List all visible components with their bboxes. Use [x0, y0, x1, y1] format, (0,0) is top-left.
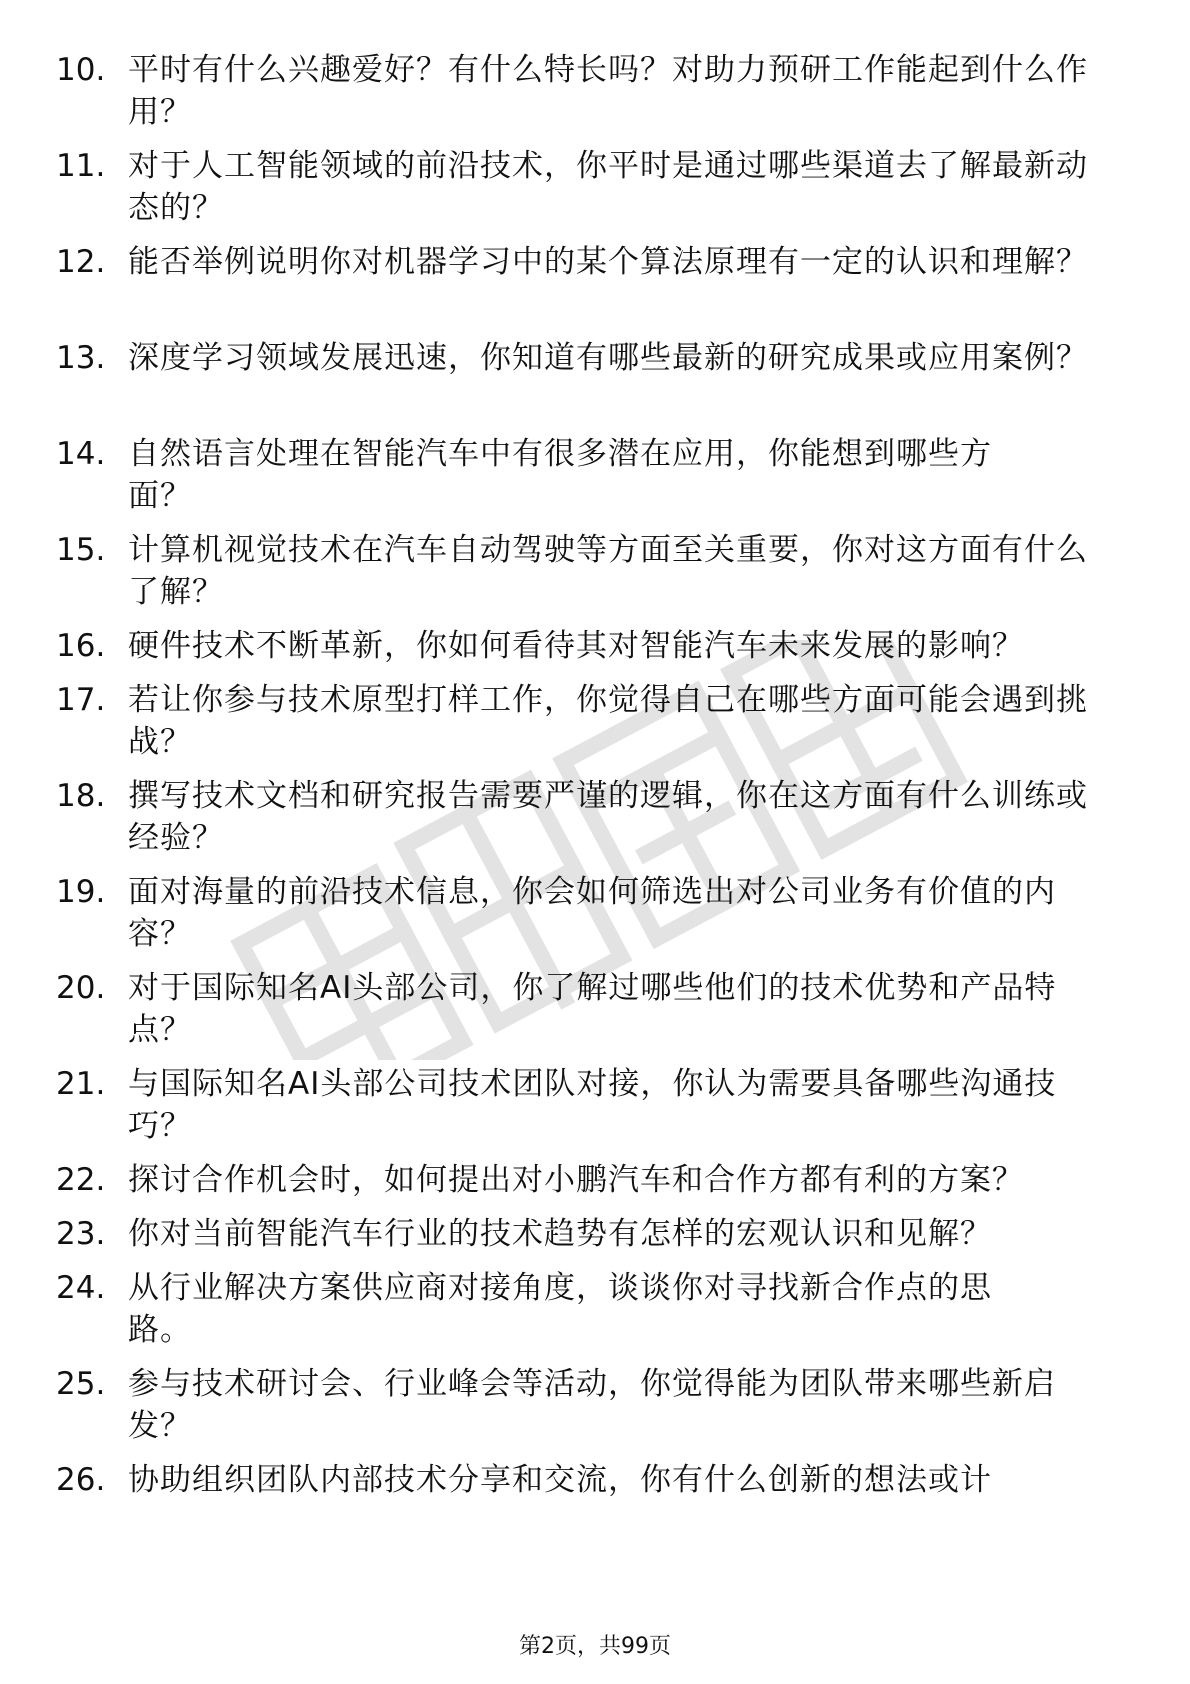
question-number: 25. — [56, 1366, 106, 1402]
question-text: 对于人工智能领域的前沿技术，你平时是通过哪些渠道去了解最新动态的？ — [128, 148, 1088, 226]
question-text: 协助组织团队内部技术分享和交流，你有什么创新的想法或计 — [128, 1462, 992, 1498]
question-text: 深度学习领域发展迅速，你知道有哪些最新的研究成果或应用案例？ — [128, 340, 1088, 376]
question-text: 从行业解决方案供应商对接角度，谈谈你对寻找新合作点的思路。 — [128, 1270, 992, 1348]
question-number: 14. — [56, 436, 106, 472]
question-text: 能否举例说明你对机器学习中的某个算法原理有一定的认识和理解？ — [128, 244, 1088, 280]
question-number: 23. — [56, 1216, 106, 1252]
page-footer: 第2页，共99页 — [519, 1634, 671, 1659]
question-number: 22. — [56, 1162, 106, 1198]
question-text: 你对当前智能汽车行业的技术趋势有怎样的宏观认识和见解？ — [128, 1216, 992, 1252]
question-number: 13. — [56, 340, 106, 376]
question-number: 19. — [56, 874, 106, 910]
question-text: 若让你参与技术原型打样工作，你觉得自己在哪些方面可能会遇到挑战？ — [128, 682, 1088, 760]
question-text: 参与技术研讨会、行业峰会等活动，你觉得能为团队带来哪些新启发？ — [128, 1366, 1056, 1444]
question-number: 10. — [56, 52, 106, 88]
question-number: 21. — [56, 1066, 106, 1102]
question-number: 15. — [56, 532, 106, 568]
question-text: 自然语言处理在智能汽车中有很多潜在应用，你能想到哪些方面？ — [128, 436, 992, 514]
question-number: 20. — [56, 970, 106, 1006]
question-text: 对于国际知名AI头部公司，你了解过哪些他们的技术优势和产品特点？ — [128, 970, 1057, 1048]
question-text: 面对海量的前沿技术信息，你会如何筛选出对公司业务有价值的内容？ — [128, 874, 1056, 952]
question-number: 17. — [56, 682, 106, 718]
question-text: 硬件技术不断革新，你如何看待其对智能汽车未来发展的影响？ — [128, 628, 1024, 664]
question-number: 12. — [56, 244, 106, 280]
question-number: 26. — [56, 1462, 106, 1498]
question-text: 探讨合作机会时，如何提出对小鹏汽车和合作方都有利的方案？ — [128, 1162, 1024, 1198]
question-number: 11. — [56, 148, 106, 184]
question-text: 与国际知名AI头部公司技术团队对接，你认为需要具备哪些沟通技巧？ — [128, 1066, 1057, 1144]
question-number: 18. — [56, 778, 106, 814]
question-text: 撰写技术文档和研究报告需要严谨的逻辑，你在这方面有什么训练或经验？ — [128, 778, 1088, 856]
question-number: 16. — [56, 628, 106, 664]
question-text: 平时有什么兴趣爱好？有什么特长吗？对助力预研工作能起到什么作用？ — [128, 52, 1088, 130]
question-text: 计算机视觉技术在汽车自动驾驶等方面至关重要，你对这方面有什么了解？ — [128, 532, 1088, 610]
question-number: 24. — [56, 1270, 106, 1306]
